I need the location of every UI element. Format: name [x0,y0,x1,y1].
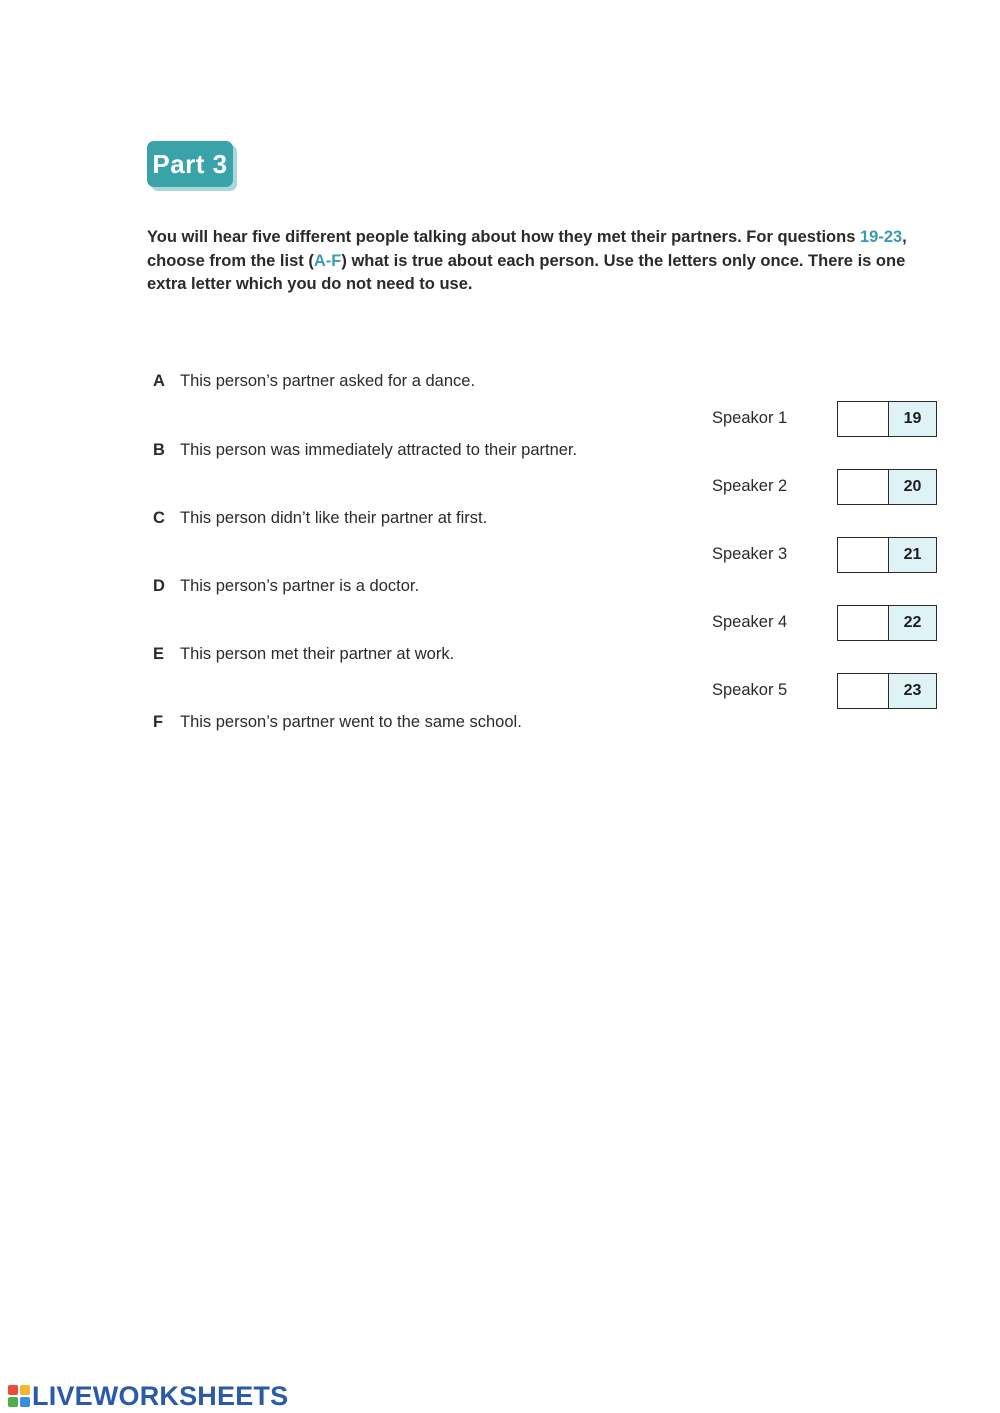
answer-input-19[interactable] [838,402,889,436]
logo-square [8,1397,18,1407]
answer-input-23[interactable] [838,674,889,708]
part-badge [147,141,233,187]
option-text: This person’s partner is a doctor. [180,577,420,595]
option-text: This person’s partner asked for a dance. [180,372,476,390]
question-number-19: 19 [889,402,936,436]
speaker-2-label: Speaker 2 [712,477,788,495]
option-letter: A [153,372,165,390]
logo-square [20,1397,30,1407]
option-text: This person was immediately attracted to their partner. [180,441,578,459]
option-text: This person didn’t like their partner at first. [180,509,488,527]
option-c [153,509,487,528]
option-b [153,441,577,460]
answer-input-22[interactable] [838,606,889,640]
answer-box-22 [837,605,937,641]
option-letter: C [153,509,165,527]
logo-square [20,1385,30,1395]
answer-input-21[interactable] [838,538,889,572]
option-letter: F [153,713,164,731]
logo-square [8,1385,18,1395]
brand-name: LIVEWORKSHEETS [32,1380,289,1411]
liveworksheets-logo[interactable] [8,1382,288,1410]
speaker-3-label: Speaker 3 [712,545,788,563]
answer-box-19 [837,401,937,437]
speaker-1-label: Speakor 1 [712,409,788,427]
answer-input-20[interactable] [838,470,889,504]
answer-box-20 [837,469,937,505]
question-range: 19-23 [859,228,903,246]
instructions [147,226,947,297]
question-number-21: 21 [889,538,936,572]
option-letter: E [153,645,165,663]
option-f [153,713,522,732]
option-letter: B [153,441,165,459]
instructions-text-2: , choose from the list ( [147,228,907,270]
logo-squares-icon [8,1385,30,1407]
part-title: Part 3 [152,148,228,179]
option-text: This person’s partner went to the same school. [180,713,522,731]
option-d [153,577,419,596]
option-text: This person met their partner at work. [180,645,455,663]
instructions-text-1: You will hear five different people talking about how they met their partners. For questions [147,228,860,246]
letter-range: A-F [313,251,342,270]
speaker-4-label: Speaker 4 [712,613,788,631]
speaker-5-label: Speakor 5 [712,681,788,699]
question-number-22: 22 [889,606,936,640]
answer-box-21 [837,537,937,573]
question-number-20: 20 [889,470,936,504]
option-a [153,372,475,391]
option-letter: D [153,577,165,595]
option-e [153,645,454,664]
question-number-23: 23 [889,674,936,708]
instructions-text-3: ) what is true about each person. Use the letters only once. There is one extra letter which you do not need to use. [147,251,906,293]
answer-box-23 [837,673,937,709]
